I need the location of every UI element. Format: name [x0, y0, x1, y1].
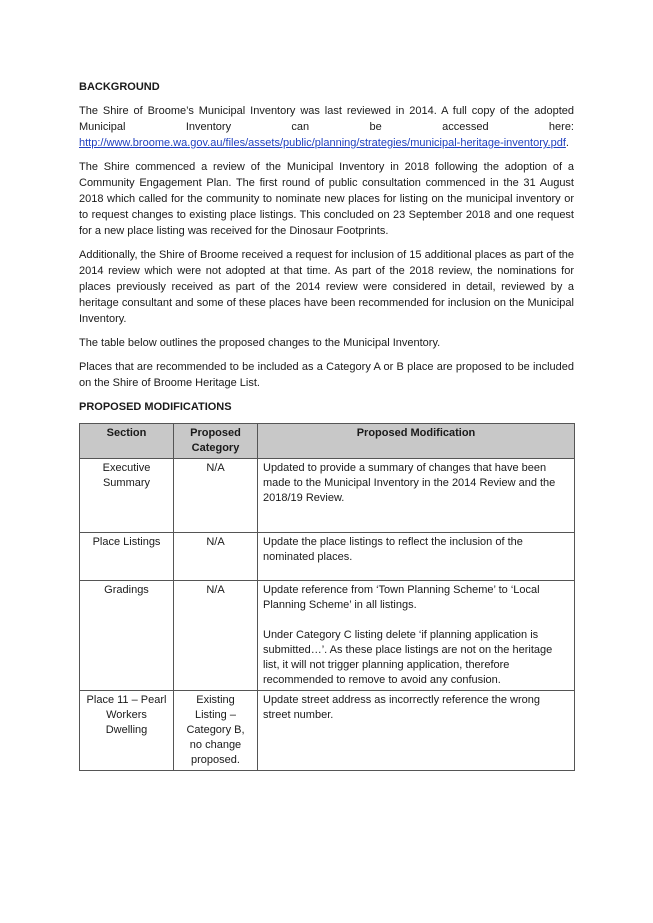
- background-paragraph-4: The table below outlines the proposed changes to the Municipal Inventory.: [79, 337, 441, 349]
- modifications-table: [79, 423, 575, 771]
- row-section: Executive Summary: [80, 459, 174, 533]
- row-modification: [258, 581, 575, 691]
- document-page: [79, 79, 574, 771]
- row-section: Place 11 – Pearl Workers Dwelling: [80, 691, 174, 771]
- background-heading: BACKGROUND: [79, 81, 160, 93]
- row-modification: Update street address as incorrectly reference the wrong street number.: [258, 691, 575, 771]
- municipal-inventory-link[interactable]: http://www.broome.wa.gov.au/files/assets/public/planning/strategies/municipal-heritage-inventory.pdf: [79, 137, 566, 149]
- table-header-row: [80, 424, 575, 459]
- row-category: N/A: [174, 581, 258, 691]
- paragraph-1-end: .: [565, 137, 569, 149]
- modification-part-1: Update reference from ‘Town Planning Scheme’ to ‘Local Planning Scheme’ in all listings.: [263, 584, 540, 611]
- row-category: Existing Listing – Category B, no change proposed.: [174, 691, 258, 771]
- row-section: Place Listings: [80, 533, 174, 581]
- table-row: [80, 691, 575, 771]
- background-paragraph-5: Places that are recommended to be included as a Category A or B place are proposed to be included on the Shire of Broome Heritage List.: [79, 361, 574, 389]
- row-modification: Update the place listings to reflect the inclusion of the nominated places.: [258, 533, 575, 581]
- background-paragraph-1: [79, 103, 574, 151]
- row-category: N/A: [174, 459, 258, 533]
- table-row: [80, 581, 575, 691]
- background-paragraph-2: The Shire commenced a review of the Municipal Inventory in 2018 following the adoption of a Community Engagement Plan. The first round of public consultation commenced in the 31 August 2018 which called for the community to nominate new places for listing on the municipal inventory or to request changes to existing place listings. This concluded on 23 September 2018 and one request for a new place listing was received for the Dinosaur Footprints.: [79, 161, 574, 237]
- paragraph-1-text: The Shire of Broome’s Municipal Inventory was last reviewed in 2014. A full copy of the adopted Municipal Inventory can be accessed here:: [79, 105, 574, 133]
- row-section: Gradings: [80, 581, 174, 691]
- table-row: [80, 459, 575, 533]
- header-category: Proposed Category: [174, 424, 258, 459]
- row-category: N/A: [174, 533, 258, 581]
- header-modification: Proposed Modification: [258, 424, 575, 459]
- header-section: Section: [80, 424, 174, 459]
- table-row: [80, 533, 575, 581]
- row-modification: Updated to provide a summary of changes that have been made to the Municipal Inventory in the 2014 Review and the 2018/19 Review.: [258, 459, 575, 533]
- modifications-heading: PROPOSED MODIFICATIONS: [79, 401, 232, 413]
- background-paragraph-3: Additionally, the Shire of Broome received a request for inclusion of 15 additional places as part of the 2014 review which were not adopted at that time. As part of the 2018 review, the nominations for places previously received as part of the 2014 review were considered in detail, reviewed by a heritage consultant and some of these places have been recommended for inclusion on the Municipal Inventory.: [79, 249, 574, 325]
- modification-part-2: Under Category C listing delete ‘if planning application is submitted…’. As these place listings are not on the heritage list, it will not trigger planning application, therefore recommended to remove to avoid any confusion.: [263, 629, 553, 686]
